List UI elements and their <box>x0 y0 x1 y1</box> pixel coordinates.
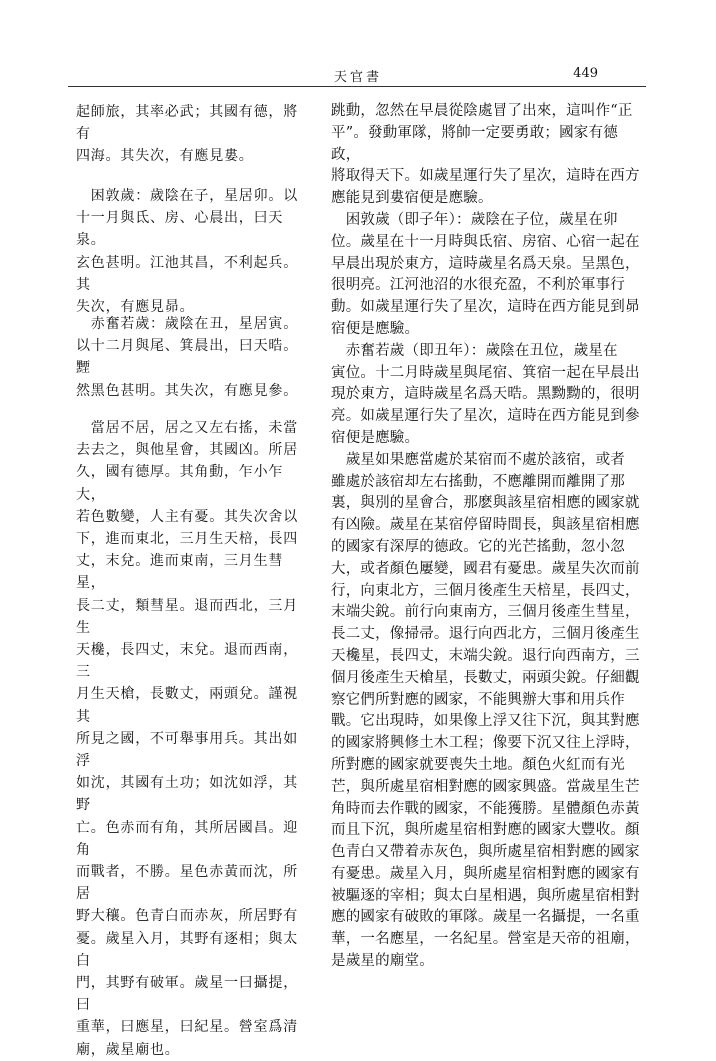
original-paragraph: 赤奮若歲：歲陰在丑，星居寅。 以十二月與尾、箕晨出，曰天晧。黫 然黑色甚明。其失次，有應見參。 <box>76 316 298 399</box>
header-rule <box>68 86 646 87</box>
original-paragraph: 困敦歲：歲陰在子，星居卯。以 十一月與氐、房、心晨出，曰天泉。 玄色甚明。江池其昌，不利起兵。其 失次，有應見昴。 <box>76 188 298 316</box>
translation-text: 跳動，忽然在早晨從陰處冒了出來，這叫作“正 平”。發動軍隊，將帥一定要勇敢；國家有德政， 將取得天下。如歲星運行失了星次，這時在西方 應能見到婁宿便是應驗。 困敦歲（即子年）：歲陰在子位，歲星在卯 位。歲星在十一月時與氐宿、房宿、心宿一起在 早晨出現於東方，這時歲星名爲天泉。呈黑色， 很明亮。江河池沼的水很充盈，不利於軍事行 動。如歲星運行失了星次，這時在西方能見到昴 宿便是應驗。 赤奮若歲（即丑年）：歲陰在丑位，歲星在 寅位。十二月時歲星與尾宿、箕宿一起在早晨出 現於東方，這時歲星名爲天晧。黑黝黝的，很明 亮。如歲星運行失了星次，這時在西方能見到參 宿便是應驗。 歲星如果應當處於某宿而不處於該宿，或者 雖處於該宿却左右搖動，不應離開而離開了那 裏，與別的星會合，那麽與該星宿相應的國家就 有凶險。歲星在某宿停留時間長，與該星宿相應 的國家有深厚的德政。它的光芒搖動，忽小忽 大，或者顏色屢變，國君有憂患。歲星失次而前 行，向東北方，三個月後產生天棓星，長四丈， 末端尖銳。前行向東南方，三個月後產生彗星， 長二丈，像掃帚。退行向西北方，三個月後產生 天欃星，長四丈，末端尖銳。退行向西南方，三 個月後產生天槍星，長數丈，兩頭尖銳。仔細觀 察它們所對應的國家，不能興辦大事和用兵作 戰。它出現時，如果像上浮又往下沉，與其對應 的國家將興修土木工程；像要下沉又往上浮時， 所對應的國家就要喪失土地。顏色火紅而有光 芒，與所處星宿相對應的國家興盛。當歲星生芒 角時而去作戰的國家，不能獲勝。星體顏色赤黃 而且下沉，與所處星宿相對應的國家大豐收。顏 色青白又帶着赤灰色，與所處星宿相對應的國家 有憂患。歲星入月，與所處星宿相對應的國家有 被驅逐的宰相；與太白星相遇，與所處星宿相對 應的國家有破敗的軍隊。歲星一名攝提，一名重 華，一名應星，一名紀星。營室是天帝的祖廟， 是歲星的廟堂。 <box>331 103 640 970</box>
original-paragraph: 當居不居，居之又左右搖，未當 去去之，與他星會，其國凶。所居 久，國有德厚。其角動，乍小乍大， 若色數變，人主有憂。其失次舍以 下，進而東北，三月生天棓，長四 丈，末兌。進而東南，三月生彗星， 長二丈，類彗星。退而西北，三月生 天欃，長四丈，末兌。退而西南，三 月生天槍，長數丈，兩頭兌。謹視其 所見之國，不可舉事用兵。其出如浮 如沈，其國有土功；如沈如浮，其野 亡。色赤而有角，其所居國昌。迎角 而戰者，不勝。星色赤黃而沈，所居 野大穰。色青白而赤灰，所居野有 憂。歲星入月，其野有逐相；與太白 門，其野有破軍。歲星一曰攝提，曰 重華，曰應星，曰紀星。營室爲清 廟，歲星廟也。 <box>76 420 298 1058</box>
page-number: 449 <box>573 66 598 81</box>
original-paragraph: 起師旅，其率必武；其國有德，將有 四海。其失次，有應見婁。 <box>76 104 298 165</box>
running-header-title: 天官書 <box>333 70 382 85</box>
